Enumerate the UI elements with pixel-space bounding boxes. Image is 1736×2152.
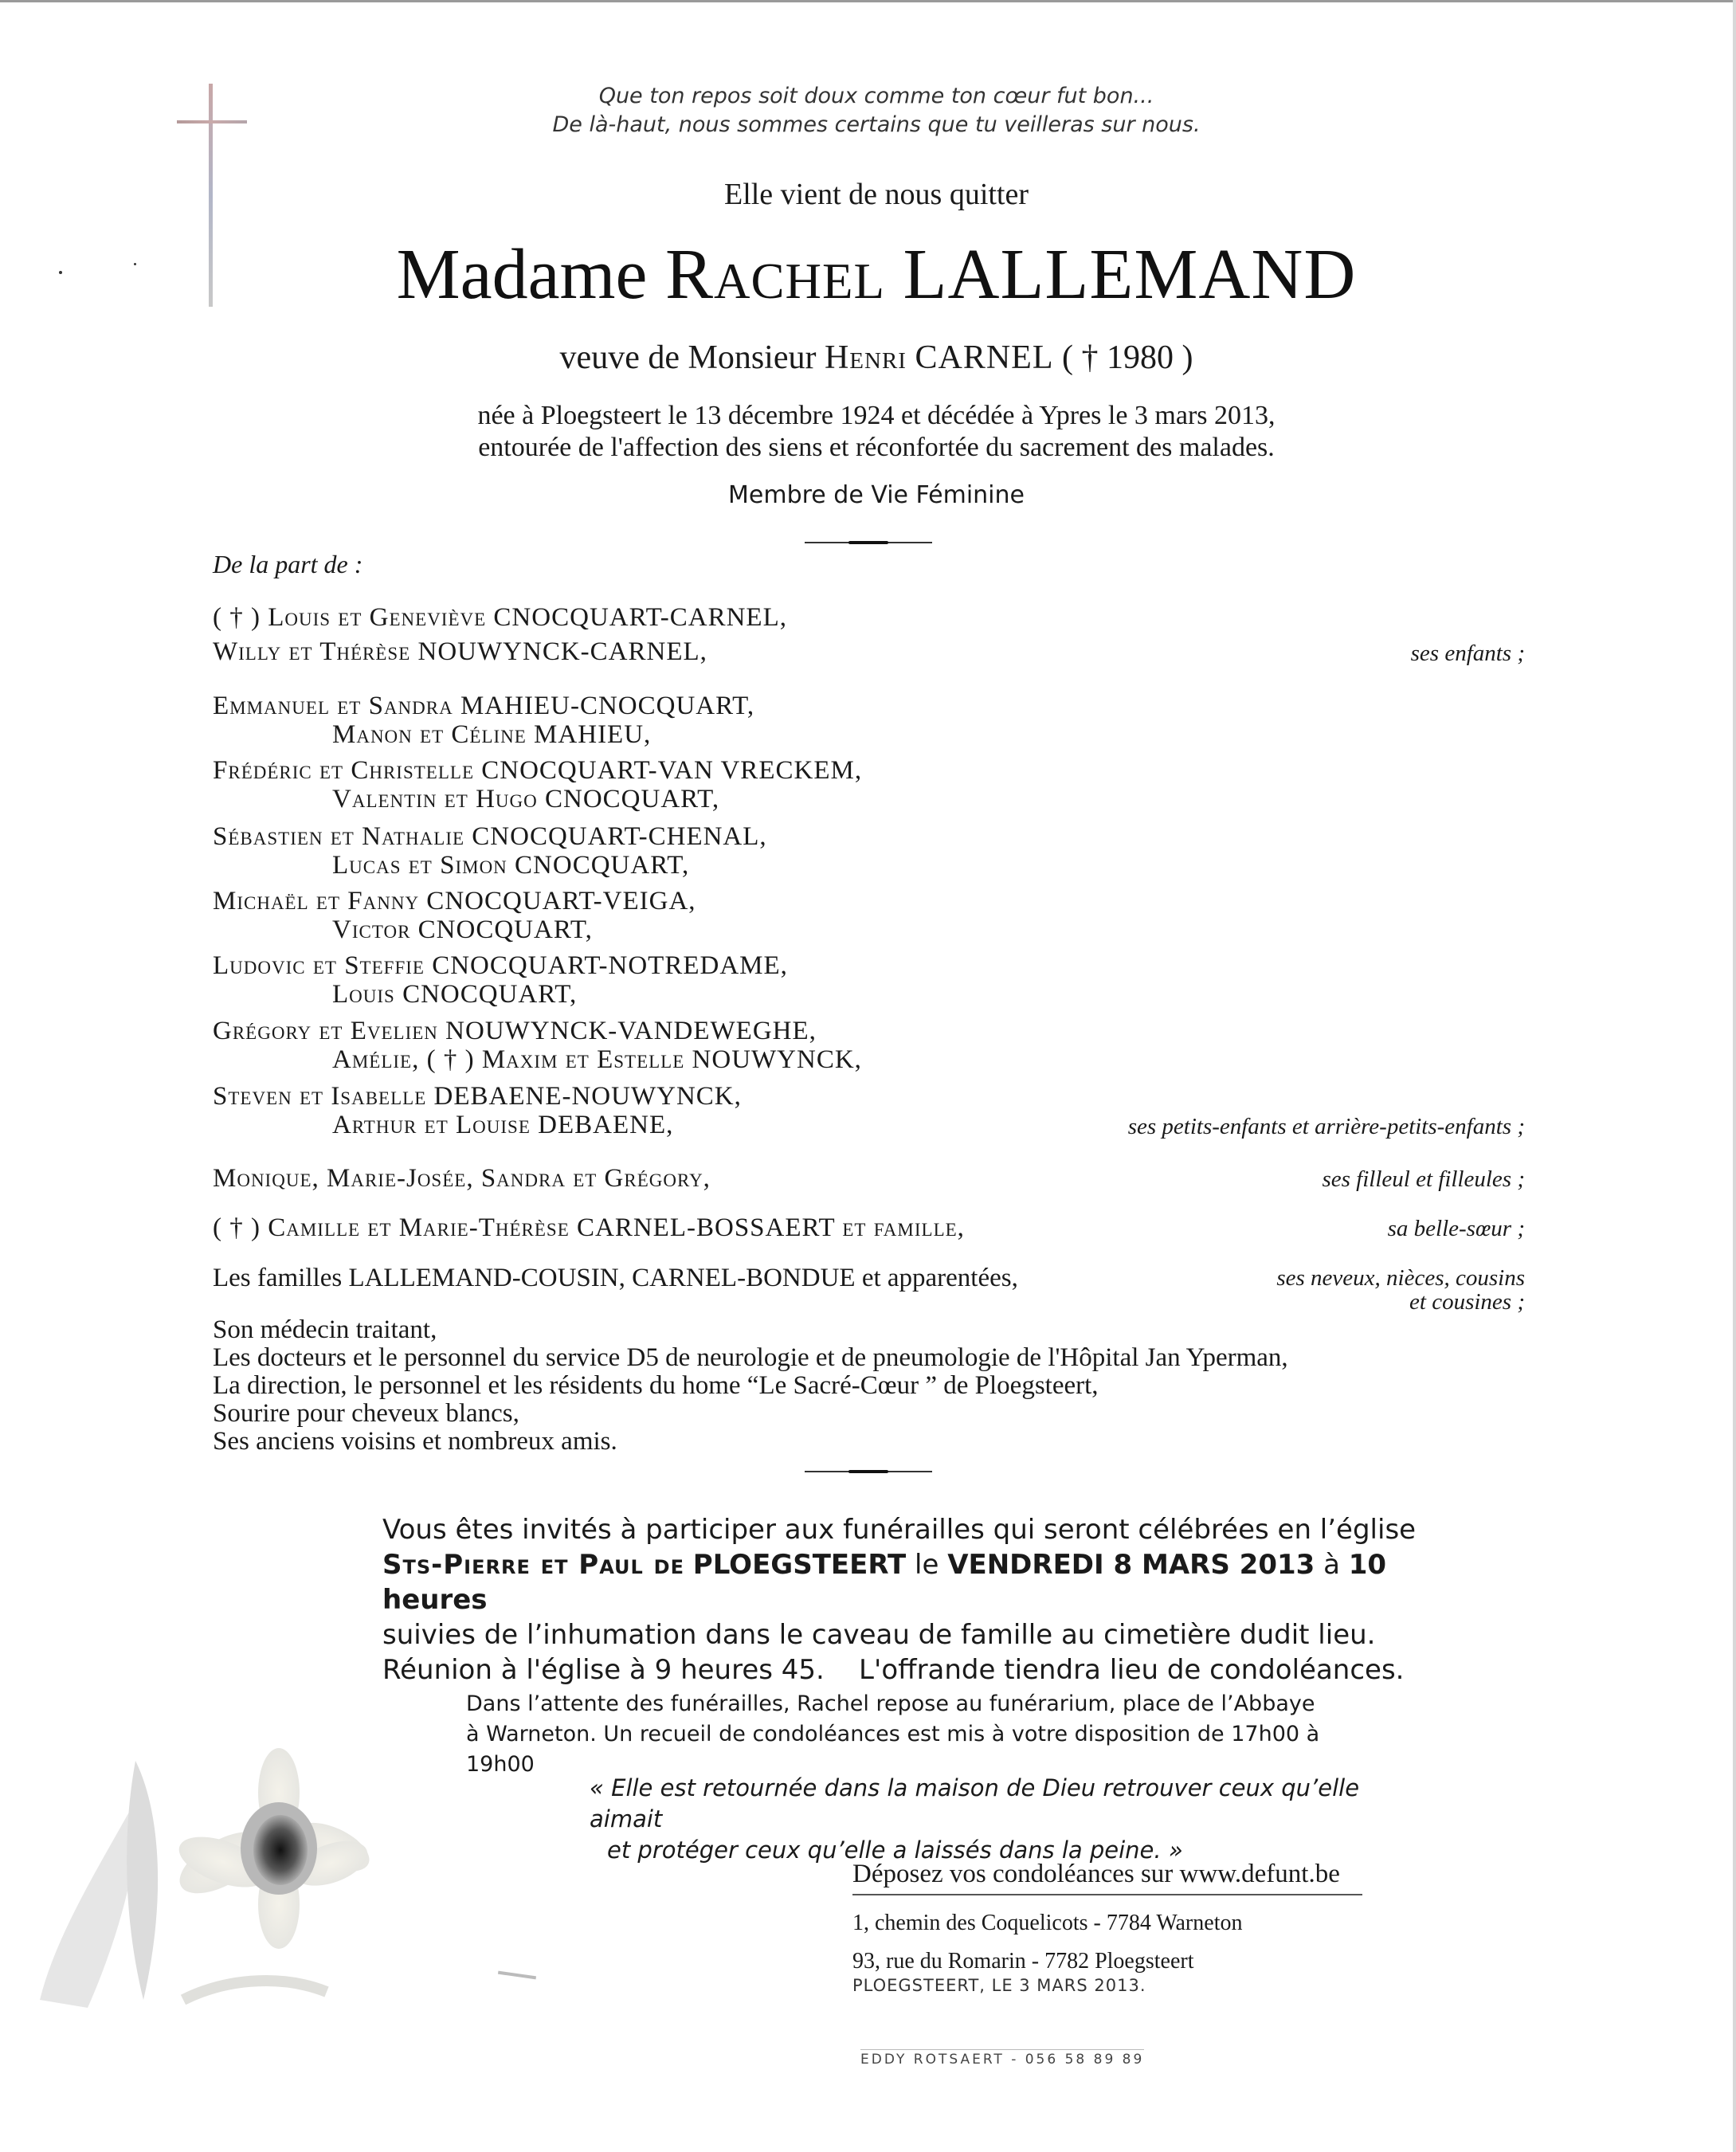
great-grandchild-name: Arthur et Louise DEBAENE, bbox=[332, 1111, 674, 1139]
funeral-le: le bbox=[915, 1549, 939, 1581]
great-grandchild-name: Lucas et Simon CNOCQUART, bbox=[332, 851, 690, 880]
birth-death bbox=[239, 400, 1514, 464]
flower-image bbox=[24, 1737, 438, 2024]
printer-credit: EDDY ROTSAERT - 056 58 89 89 bbox=[860, 2049, 1144, 2068]
families-names: Les familles LALLEMAND-COUSIN, CARNEL-BONDUE et apparentées, bbox=[213, 1264, 1018, 1292]
great-grandchild-name: Manon et Céline MAHIEU, bbox=[332, 720, 652, 749]
ornament-divider bbox=[805, 1470, 932, 1473]
sister-in-law-names: ( † ) Camille et Marie-Thérèse CARNEL-BOSSAERT et famille, bbox=[213, 1213, 965, 1242]
wake-line: à Warneton. Un recueil de condoléances est mis à votre disposition de 17h00 à 19h00 bbox=[466, 1722, 1320, 1777]
child-name: Willy et Thérèse NOUWYNCK-CARNEL, bbox=[213, 637, 707, 666]
great-grandchild-name: Louis CNOCQUART, bbox=[332, 980, 578, 1009]
others-line: La direction, le personnel et les résidents du home “Le Sacré-Cœur ” de Ploegsteert, bbox=[213, 1371, 1099, 1400]
great-grandchild-name: Amélie, ( † ) Maxim et Estelle NOUWYNCK, bbox=[332, 1045, 862, 1074]
spouse-first-name: Henri bbox=[824, 339, 907, 376]
grandchildren-role: ses petits-enfants et arrière-petits-enfants ; bbox=[1127, 1114, 1525, 1139]
deceased-name bbox=[199, 235, 1554, 315]
grandchild-name: Sébastien et Nathalie CNOCQUART-CHENAL, bbox=[213, 822, 767, 851]
address-line: 1, chemin des Coquelicots - 7784 Warneton bbox=[852, 1911, 1243, 1935]
scan-mark bbox=[498, 1971, 536, 1980]
date-place: PLOEGSTEERT, LE 3 MARS 2013. bbox=[852, 1976, 1146, 1995]
others-line: Son médecin traitant, bbox=[213, 1315, 437, 1344]
funeral-line-2 bbox=[382, 1547, 1466, 1617]
page-edge bbox=[0, 0, 1736, 2]
birth-death-line: entourée de l'affection des siens et réconfortée du sacrement des malades. bbox=[478, 433, 1275, 462]
godchildren-names: Monique, Marie-Josée, Sandra et Grégory, bbox=[213, 1164, 711, 1193]
closing-quote bbox=[590, 1773, 1386, 1866]
funeral-date: VENDREDI 8 MARS 2013 bbox=[947, 1549, 1315, 1581]
birth-death-line: née à Ploegsteert le 13 décembre 1924 et décédée à Ypres le 3 mars 2013, bbox=[477, 401, 1276, 430]
others-list bbox=[213, 1316, 1288, 1456]
great-grandchild-name: Victor CNOCQUART, bbox=[332, 915, 593, 944]
grandchild-name: Grégory et Evelien NOUWYNCK-VANDEWEGHE, bbox=[213, 1017, 817, 1045]
condolences-link[interactable] bbox=[852, 1860, 1362, 1900]
spouse-prefix: veuve de Monsieur bbox=[559, 339, 817, 376]
funeral-block bbox=[382, 1512, 1466, 1687]
children-role: ses enfants ; bbox=[1410, 641, 1525, 666]
from-label: De la part de : bbox=[213, 550, 363, 578]
families-role: et cousines ; bbox=[1409, 1289, 1525, 1315]
others-line: Les docteurs et le personnel du service D5 de neurologie et de pneumologie de l'Hôpital Jan Yperman, bbox=[213, 1343, 1288, 1372]
scan-speck bbox=[59, 271, 62, 274]
membership: Membre de Vie Féminine bbox=[728, 481, 1025, 509]
deceased-last-name: LALLEMAND bbox=[903, 235, 1357, 314]
funeral-a: à bbox=[1323, 1549, 1340, 1581]
spouse-last-name: CARNEL bbox=[915, 339, 1054, 376]
others-line: Ses anciens voisins et nombreux amis. bbox=[213, 1427, 617, 1456]
spouse-line bbox=[239, 339, 1514, 377]
funeral-time: 10 heures bbox=[382, 1549, 1387, 1616]
godchildren-role: ses filleul et filleules ; bbox=[1322, 1166, 1525, 1192]
funeral-place: PLOEGSTEERT bbox=[692, 1549, 907, 1581]
child-name: ( † ) Louis et Geneviève CNOCQUART-CARNEL, bbox=[213, 603, 787, 632]
church-name: Sts-Pierre et Paul de bbox=[382, 1549, 684, 1581]
scan-speck bbox=[134, 263, 136, 265]
grandchild-name: Michaël et Fanny CNOCQUART-VEIGA, bbox=[213, 887, 696, 915]
epigraph-line: De là-haut, nous sommes certains que tu veilleras sur nous. bbox=[552, 112, 1201, 137]
grandchild-name: Steven et Isabelle DEBAENE-NOUWYNCK, bbox=[213, 1082, 742, 1111]
quote-line: et protéger ceux qu’elle a laissés dans la peine. » bbox=[607, 1836, 1183, 1864]
quote-line: « Elle est retournée dans la maison de Dieu retrouver ceux qu’elle aimait bbox=[590, 1774, 1360, 1833]
addresses bbox=[852, 1904, 1242, 1981]
wake-info bbox=[466, 1689, 1382, 1780]
funeral-line: suivies de l’inhumation dans le caveau de famille au cimetière dudit lieu. bbox=[382, 1619, 1376, 1651]
address-line: 93, rue du Romarin - 7782 Ploegsteert bbox=[852, 1949, 1194, 1974]
page-edge-shadow bbox=[1733, 0, 1736, 2152]
epigraph bbox=[478, 82, 1275, 139]
deceased-first-name: Rachel bbox=[664, 235, 885, 314]
grandchild-name: Emmanuel et Sandra MAHIEU-CNOCQUART, bbox=[213, 692, 755, 720]
deceased-title: Madame bbox=[396, 235, 648, 314]
funeral-line: Réunion à l'église à 9 heures 45. L'offrande tiendra lieu de condoléances. bbox=[382, 1654, 1405, 1686]
sister-in-law-role: sa belle-sœur ; bbox=[1387, 1216, 1525, 1241]
funeral-line: Vous êtes invités à participer aux funérailles qui seront célébrées en l’église bbox=[382, 1514, 1417, 1546]
grandchild-name: Ludovic et Steffie CNOCQUART-NOTREDAME, bbox=[213, 951, 788, 980]
intro-text: Elle vient de nous quitter bbox=[723, 178, 1029, 211]
wake-line: Dans l’attente des funérailles, Rachel repose au funérarium, place de l’Abbaye bbox=[466, 1691, 1315, 1716]
ornament-divider bbox=[805, 541, 932, 544]
grandchild-name: Frédéric et Christelle CNOCQUART-VAN VRECKEM, bbox=[213, 756, 863, 785]
great-grandchild-name: Valentin et Hugo CNOCQUART, bbox=[332, 785, 720, 813]
others-line: Sourire pour cheveux blancs, bbox=[213, 1399, 519, 1428]
spouse-death-note: ( † 1980 ) bbox=[1061, 339, 1193, 376]
condolences-text[interactable]: Déposez vos condoléances sur www.defunt.be bbox=[852, 1860, 1362, 1895]
families-role: ses neveux, nièces, cousins bbox=[1276, 1265, 1525, 1291]
epigraph-line: Que ton repos soit doux comme ton cœur fut bon... bbox=[598, 84, 1154, 108]
